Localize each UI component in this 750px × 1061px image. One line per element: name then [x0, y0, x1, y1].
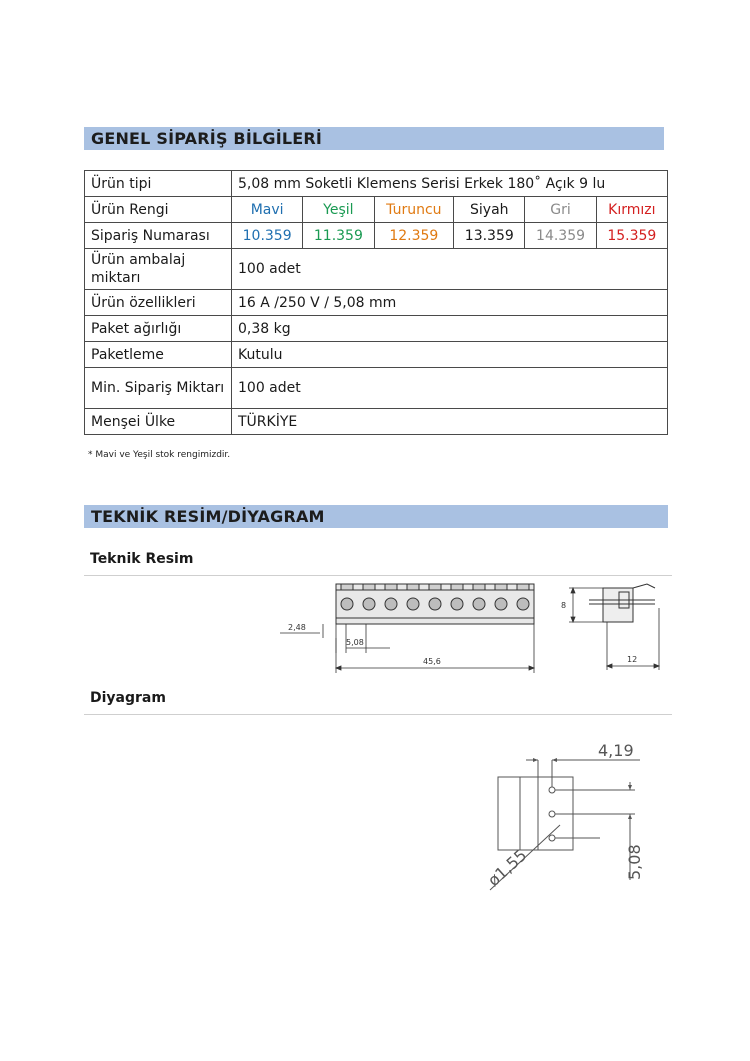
pin-hole — [385, 598, 397, 610]
dim-height: 8 — [561, 601, 567, 610]
pin-hole — [473, 598, 485, 610]
packing-label: Paketleme — [85, 342, 232, 368]
diagram-heading: Diyagram — [90, 690, 166, 706]
order-code-cell: 15.359 — [596, 223, 667, 249]
pin-top — [495, 584, 507, 590]
table-row — [85, 316, 668, 342]
color-name-cell: Mavi — [232, 197, 303, 223]
color-name-cell: Turuncu — [374, 197, 454, 223]
stock-color-note: * Mavi ve Yeşil stok rengimizdir. — [88, 450, 231, 460]
table-row — [85, 197, 668, 223]
table-row — [85, 290, 668, 316]
order-code-cell: 13.359 — [454, 223, 525, 249]
min-order-value: 100 adet — [232, 368, 668, 409]
dim-pitch-vertical: 5,08 — [625, 844, 644, 880]
pin-hole — [341, 598, 353, 610]
order-code-cell: 10.359 — [232, 223, 303, 249]
technical-drawing-front-view — [280, 578, 545, 678]
table-row — [85, 409, 668, 435]
order-number-label: Sipariş Numarası — [85, 223, 232, 249]
pin-hole — [363, 598, 375, 610]
section-title-general-order-info: GENEL SİPARİŞ BİLGİLERİ — [84, 127, 664, 150]
color-name-cell: Gri — [525, 197, 596, 223]
packing-value: Kutulu — [232, 342, 668, 368]
technical-drawing-side-view — [555, 578, 665, 673]
order-code-cell: 14.359 — [525, 223, 596, 249]
weight-label: Paket ağırlığı — [85, 316, 232, 342]
color-name-cell: Siyah — [454, 197, 525, 223]
color-name-cell: Kırmızı — [596, 197, 667, 223]
section-title-technical-drawing: TEKNİK RESİM/DİYAGRAM — [84, 505, 668, 528]
product-type-label: Ürün tipi — [85, 171, 232, 197]
pin-top — [473, 584, 485, 590]
table-row — [85, 249, 668, 290]
pin-top — [451, 584, 463, 590]
packaging-qty-value: 100 adet — [232, 249, 668, 290]
color-name-cell: Yeşil — [303, 197, 374, 223]
product-color-label: Ürün Rengi — [85, 197, 232, 223]
table-row — [85, 342, 668, 368]
dim-pin-offset: 2,48 — [288, 623, 306, 632]
pin-hole — [517, 598, 529, 610]
order-info-table — [84, 170, 668, 435]
dim-hole-diameter: ø1,55 — [483, 845, 531, 890]
table-row — [85, 223, 668, 249]
dim-length: 45,6 — [423, 657, 441, 666]
dim-offset: 4,19 — [598, 741, 634, 760]
min-order-label: Min. Sipariş Miktarı — [85, 368, 232, 409]
pin-top — [517, 584, 529, 590]
packaging-qty-label: Ürün ambalaj miktarı — [85, 249, 232, 290]
technical-drawing-heading: Teknik Resim — [90, 551, 194, 567]
divider — [84, 714, 672, 715]
pin-hole — [429, 598, 441, 610]
pin-top — [407, 584, 419, 590]
table-row — [85, 171, 668, 197]
origin-value: TÜRKİYE — [232, 409, 668, 435]
pin-hole — [451, 598, 463, 610]
dim-depth: 12 — [627, 655, 638, 664]
features-label: Ürün özellikleri — [85, 290, 232, 316]
weight-value: 0,38 kg — [232, 316, 668, 342]
features-value: 16 A /250 V / 5,08 mm — [232, 290, 668, 316]
table-row — [85, 368, 668, 409]
pin-top — [385, 584, 397, 590]
pin-top — [341, 584, 353, 590]
origin-label: Menşei Ülke — [85, 409, 232, 435]
dim-pitch: 5,08 — [346, 638, 364, 647]
pin-top — [363, 584, 375, 590]
order-code-cell: 11.359 — [303, 223, 374, 249]
pin-diagram — [480, 740, 650, 900]
pin-hole — [495, 598, 507, 610]
pin-hole — [407, 598, 419, 610]
product-type-value: 5,08 mm Soketli Klemens Serisi Erkek 180˚ Açık 9 lu — [232, 171, 668, 197]
divider — [84, 575, 672, 576]
order-code-cell: 12.359 — [374, 223, 454, 249]
pin-top — [429, 584, 441, 590]
